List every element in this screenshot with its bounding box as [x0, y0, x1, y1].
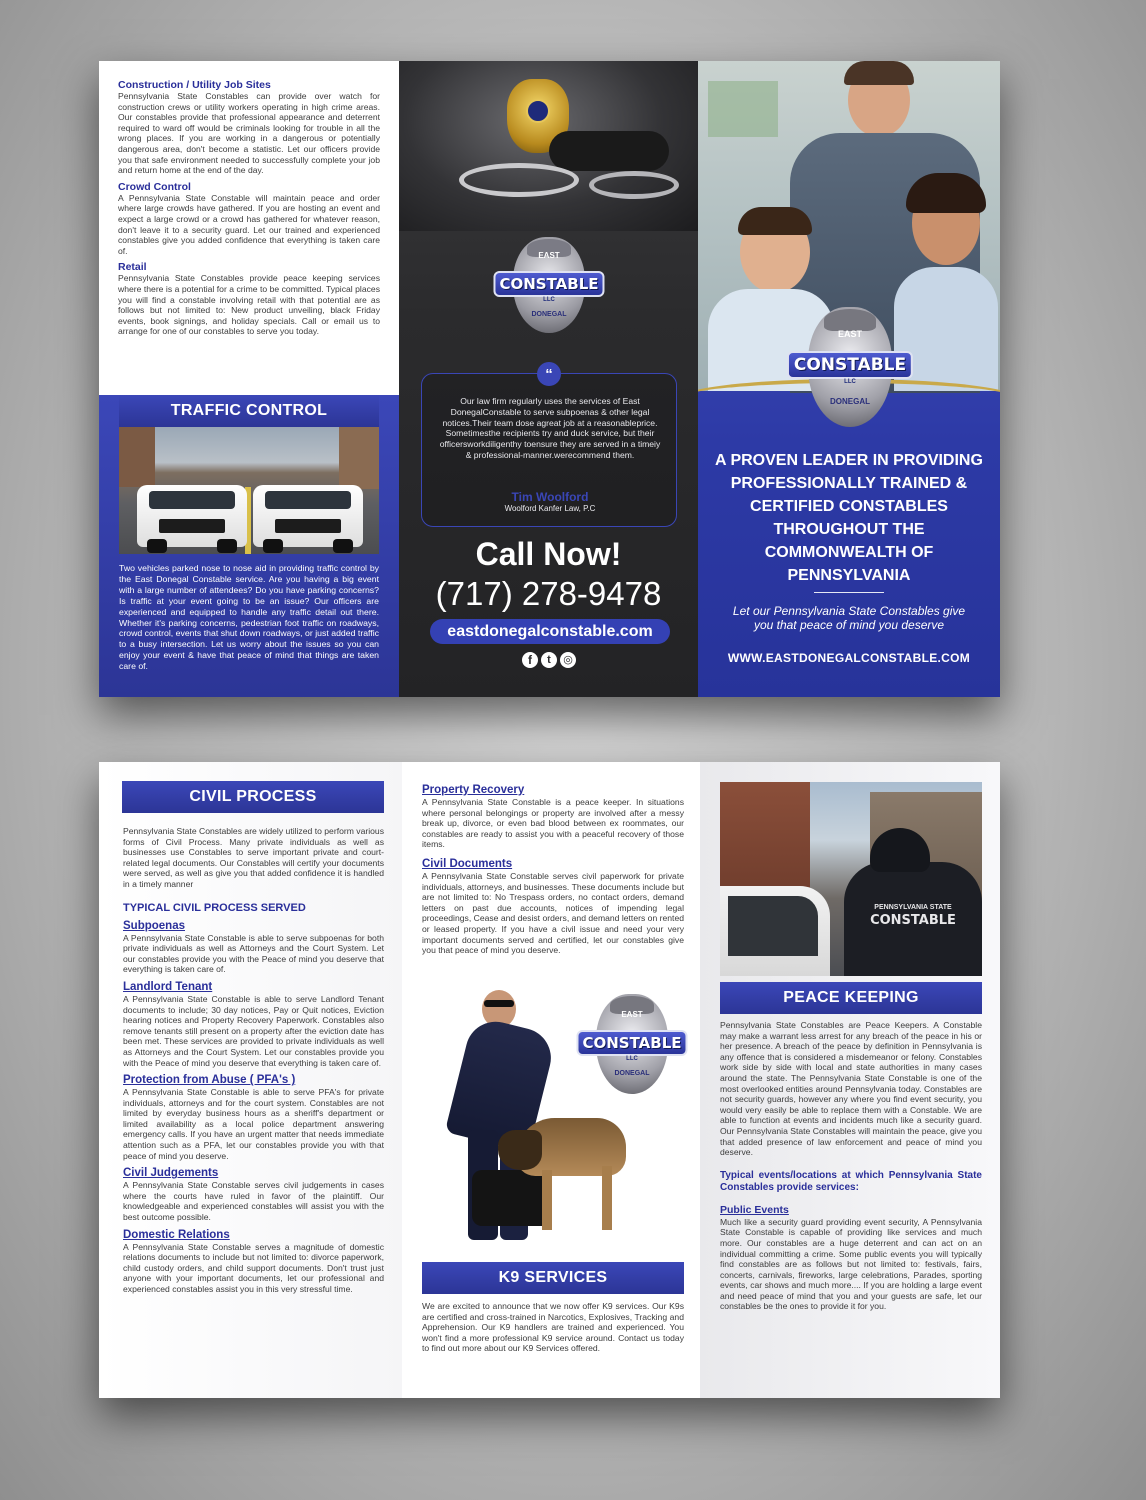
subpoenas-body: A Pennsylvania State Constable is able to serve subpoenas for both private individuals as well as Attorneys and the Court System. Let our constables provide you with the Peace of mind you deserve that everything is taken care of. — [123, 932, 384, 975]
handcuff-ring-icon — [459, 163, 579, 197]
handcuffs-photo — [399, 61, 698, 231]
k9-logo-donegal: DONEGAL — [614, 1070, 650, 1077]
constable-street-photo — [720, 782, 982, 976]
pfa-body: A Pennsylvania State Constable is able to serve PFA's for private individuals, attorneys and for the court system. Constables are not limited by everyday business hours as a sheriff's department or limited availability as a local police department answering emergency calls. If you have an urgent matter that needs immediate attention such as a PFA, let our constables provide you with that peace of mind you deserve. — [123, 1087, 384, 1161]
public-events-body: Much like a security guard providing event security, A Pennsylvania State Constable is capable of providing like services and much more. Our constables are a huge deterrent and can act on an individual committing a crime. Some public events you will typically find constables are as follows but not limited to: festivals, fairs, concerts, carnivals, fireworks, large celebrations, Parades, sporting events, car shows and much more.... If you are holding a large event and need peace of mind that you and your guests are safe, let our constables be the ones to provide it for you. — [720, 1216, 982, 1312]
photo-suv-left — [137, 485, 247, 547]
retail-title: Retail — [118, 261, 147, 274]
domestic-body: A Pennsylvania State Constable serves a magnitude of domestic relations documents to include but not limited to: divorce paperwork, child custody orders, and child support documents. Don't trust just anyone with your important documents, let our professional and experienced constables assist you in this very stressful time. — [123, 1241, 384, 1294]
subpoenas-title: Subpoenas — [123, 919, 185, 932]
retail-body: Pennsylvania State Constables provide peace keeping services where there is a potential for a crime to be committed. Typical places you will find a constable involving retail with that potential are as follows but not limited to: New product unveiling, black Friday events, book signings, and holiday specials. Call or email us to arrange for one of our constables to serve you today. — [118, 273, 380, 337]
testimonial-firm: Woolford Kanfer Law, P.C — [504, 504, 596, 513]
classroom-board — [708, 81, 778, 137]
crowd-control-title: Crowd Control — [118, 180, 191, 193]
cover-logo-llc: LLC — [844, 379, 856, 385]
photo-building-left — [119, 427, 155, 487]
construction-title: Construction / Utility Job Sites — [118, 79, 271, 91]
traffic-photo — [119, 427, 379, 554]
crowd-control-body: A Pennsylvania State Constable will maintain peace and order where large crowds have gathered. If you are hosting an event and expect a large crowd or a crowd has gathered for whatever reason, don't leave it to a security guard. Let our trained and experienced constables give you added confidence that everything is taken care of. — [118, 192, 380, 256]
k9-logo-llc: LLC — [626, 1056, 638, 1062]
call-now-heading: Call Now! — [475, 536, 622, 572]
traffic-control-heading: TRAFFIC CONTROL — [119, 395, 379, 427]
row-houses-left — [720, 782, 810, 902]
logo-llc: LLC — [543, 297, 555, 303]
phone-number[interactable]: (717) 278-9478 — [435, 575, 662, 612]
cover-logo-east: EAST — [837, 329, 862, 339]
testimonial-box — [421, 366, 677, 527]
website-pill[interactable]: eastdonegalconstable.com — [430, 619, 670, 644]
sunglasses-icon — [484, 1000, 514, 1007]
k9-photo — [432, 990, 682, 1252]
k9-logo — [582, 990, 682, 1098]
civil-process-heading: CIVIL PROCESS — [122, 781, 384, 813]
photo-suv-right — [253, 485, 363, 547]
dog-leg-back — [602, 1166, 612, 1230]
constable-logo — [499, 233, 599, 337]
cover-tagline: Let our Pennsylvania State Constables give you that peace of mind you deserve — [732, 604, 966, 632]
civil-docs-body: A Pennsylvania State Constable serves civil paperwork for private individuals, attorneys, and businesses. These documents include but are not limited to: No Trespass orders, no contact orders, demand letters on past due accounts, notices of impending legal proceedings, Cease and desist orders, and demand letters on rented or leased property. If you have a civil issue and need your very important documents served and certified, let our constables give you that peace of mind you deserve. — [422, 870, 684, 956]
typical-civil-heading: TYPICAL CIVIL PROCESS SERVED — [123, 901, 306, 914]
quote-icon: “ — [537, 362, 561, 386]
cover-logo-constable: CONSTABLE — [787, 351, 913, 379]
logo-east: EAST — [538, 251, 560, 260]
typical-events-heading: Typical events/locations at which Pennsylvania State Constables provide services: — [720, 1169, 982, 1193]
civil-process-intro: Pennsylvania State Constables are widely utilized to perform various forms of Civil Process. Many private individuals as well as businesses use Constables to serve important private and court-related legal documents. Our Constables will certify your documents were served, as well as give you that added confidence it is handled in a timely manner — [123, 826, 384, 889]
pfa-title: Protection from Abuse ( PFA's ) — [123, 1074, 296, 1087]
photo-building-right — [339, 427, 379, 489]
k9-logo-east: EAST — [621, 1010, 643, 1019]
peace-keeping-body: Pennsylvania State Constables are Peace Keepers. A Constable may make a warrant less arrest for any breach of the peace in his or her presence. A breach of the peace by definition in Pennsylvania is any offence that is considered a misdemeanor or felony. Constables work side by side with local and state authorities in many cases around the state. The Pennsylvania State Constable is one of the most overlooked entities around Pennsylvania today. Constables are not security guards, however any where you find event security, you would very easily be able to replace them with a Constable. We are able to function at events and incidents much like a security guard. Our Pennsylvania State Constables will maintain the peace, give you that added presence of law enforcement and peace of mind you deserve. — [720, 1020, 982, 1158]
instagram-icon[interactable]: ◎ — [560, 652, 576, 668]
outside-left-panel — [99, 61, 399, 697]
landlord-title: Landlord Tenant — [123, 980, 213, 993]
cover-logo — [790, 303, 910, 431]
cover-divider — [814, 592, 884, 593]
landlord-body: A Pennsylvania State Constable is able to serve Landlord Tenant documents to include; 30 day notices, Pay or Quit notices, Eviction hearing notices and Property Recovery Paperwork. Constables also remove tenants still present on a property after the eviction date has been met. These services are provided to private individuals as well as Attorneys and the Court System. Let our constables provide you with the Peace of mind you deserve that everything is taken care of. — [123, 993, 384, 1068]
traffic-body: Two vehicles parked nose to nose aid in providing traffic control by the East Donegal Constable service. Are you having a big event with a large number of attendees? Do you have parking concerns? Is traffic at your event going to be an issue? Our officers are experienced and equipped to handle any traffic detail out there. Whether it's parking concerns, pedestrian foot traffic on roadways, crowd control, events that shut down roadways, or just added traffic to a busy intersection. Let us worry about the issues so you can enjoy your event & have that peace of mind that things are taken care of. — [119, 563, 379, 672]
vest-line1: PENNSYLVANIA STATE — [874, 904, 952, 911]
public-events-title: Public Events — [720, 1203, 789, 1216]
k9-logo-constable: CONSTABLE — [576, 1030, 687, 1056]
cover-headline: A PROVEN LEADER IN PROVIDING PROFESSIONALLY TRAINED & CERTIFIED CONSTABLES THROUGHOUT THE COMMONWEALTH OF PENNSYLVANIA — [715, 452, 983, 584]
twitter-icon[interactable]: t — [541, 652, 557, 668]
judgements-body: A Pennsylvania State Constable serves civil judgements in cases where the courts have ruled in favor of the plaintiff. Our knowledgeable and experienced constables will assist you with the best outcome possible. — [123, 1180, 384, 1223]
property-recovery-body: A Pennsylvania State Constable is a peace keeper. In situations where personal belongings or property are involved after a messy break up, divorce, or even bad blood between ex roommates, our constables are ready to assist you with a peaceful recovery of those items. — [422, 797, 684, 850]
brochure-outside — [99, 61, 1000, 697]
logo-constable: CONSTABLE — [493, 271, 604, 297]
inside-right-panel — [700, 762, 1000, 1398]
k9-heading: K9 SERVICES — [422, 1262, 684, 1294]
property-recovery-title: Property Recovery — [422, 784, 525, 796]
badge-holder-icon — [549, 131, 669, 171]
construction-body: Pennsylvania State Constables can provide over watch for construction crews or utility workers operating in high crime areas. Our constables provide that professional appearance and deterrent required to ward off would be criminals looking for trouble in all the wrong places. If you are working in a dangerous or potentially dangerous area, don't become a statistic. Let our officers provide you that safe environment needed to successfully complete your job and return home at the end of the day. — [118, 91, 380, 176]
cover-eagle-icon — [824, 309, 876, 331]
car-window — [728, 896, 818, 956]
judgements-title: Civil Judgements — [123, 1167, 219, 1180]
k9-body: We are excited to announce that we now offer K9 services. Our K9s are certified and cross-trained in Narcotics, Explosives, Tracking and Apprehension. Our K9 handlers are trained and experienced. You won't find a more professional K9 service around. Contact us today to find out more about our K9 Services offered. — [422, 1301, 684, 1354]
cover-logo-donegal: DONEGAL — [830, 397, 870, 406]
peace-keeping-heading: PEACE KEEPING — [720, 982, 982, 1014]
dog-leg-front — [542, 1170, 552, 1230]
domestic-title: Domestic Relations — [123, 1228, 230, 1241]
logo-donegal: DONEGAL — [531, 311, 567, 318]
outside-cover-panel — [698, 61, 1000, 697]
social-icons — [522, 652, 582, 670]
officer-hair — [844, 61, 914, 85]
handcuff-ring-2-icon — [589, 171, 679, 199]
dog-head — [498, 1130, 542, 1170]
boy-hair — [738, 207, 812, 235]
duffel-bag-icon — [472, 1170, 552, 1226]
vest-line2: CONSTABLE — [870, 913, 956, 928]
inside-left-panel — [99, 762, 402, 1398]
civil-docs-title: Civil Documents — [422, 857, 513, 870]
brochure-inside — [99, 762, 1000, 1398]
facebook-icon[interactable]: f — [522, 652, 538, 668]
testimonial-name: Tim Woolford — [511, 490, 589, 504]
outside-middle-panel — [399, 61, 698, 697]
testimonial-text: Our law firm regularly uses the services of East DonegalConstable to serve subpoenas & other legal notices.Their team dose agreat job at a reasonableprice. Sometimesthe recipients try and duck service, but their officersworkdiligenthy toensure they are served in a timeiy & professional-manner.werecommend them. — [439, 396, 661, 460]
inside-middle-panel — [402, 762, 700, 1398]
cover-url[interactable]: WWW.EASTDONEGALCONSTABLE.COM — [727, 651, 971, 665]
